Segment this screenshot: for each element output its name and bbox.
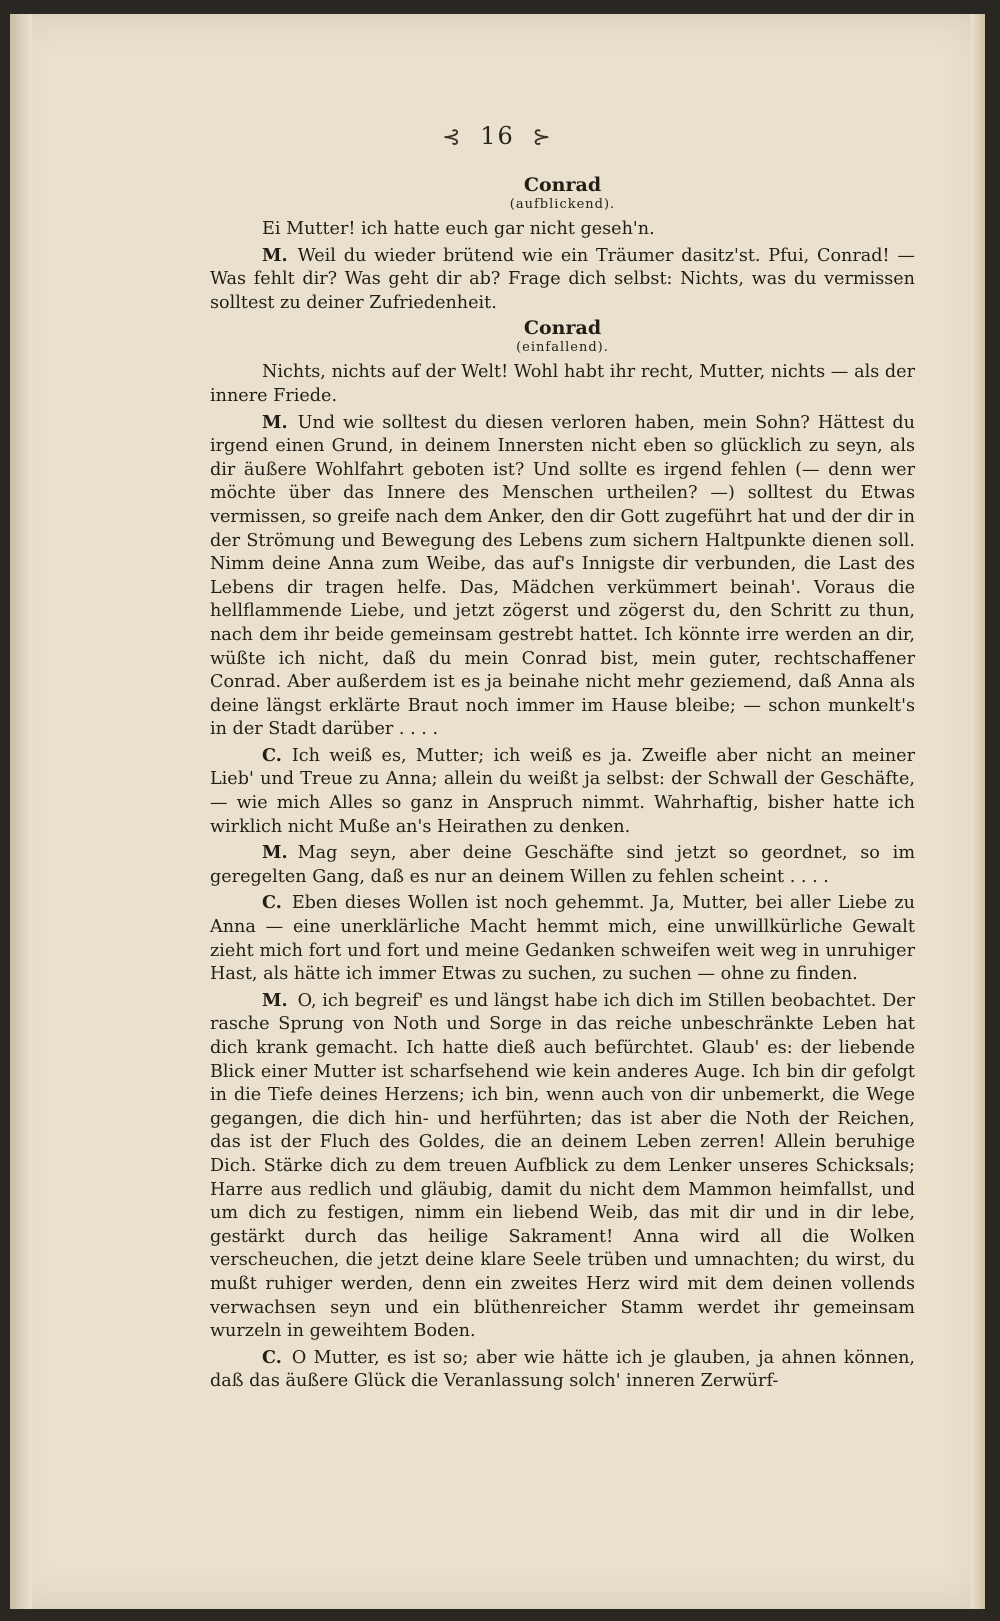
dialogue-paragraph [210,244,915,316]
dialogue-paragraph [210,891,915,986]
ornament-right-icon: ⊱ [532,125,553,150]
speaker-abbreviation: M. [262,411,288,433]
ornament-left-icon: ⊰ [442,125,463,150]
dialogue-paragraph [210,989,915,1344]
speaker-abbreviation: M. [262,842,288,864]
speaker-heading: Conrad [523,317,602,340]
stage-direction: (aufblickend). [509,197,616,212]
book-page [10,14,985,1609]
dialogue-paragraph [210,744,915,839]
speaker-abbreviation: C. [262,744,282,766]
dialogue-paragraph [210,1346,915,1394]
dialogue-paragraph [210,841,915,889]
speaker-abbreviation: M. [262,244,288,266]
dialogue-text: Ei Mutter! ich hatte euch gar nicht geseh'n. [262,219,655,239]
dialogue-paragraph [210,411,915,742]
dialogue-text: Eben dieses Wollen ist noch gehemmt. Ja, Mutter, bei aller Liebe zu Anna — eine unerklärliche Macht hemmt mich, eine unwillkürliche Gewalt zieht mich fort und fort und meine Gedanken schweifen weit weg in unruhiger Hast, als hätte ich immer Etwas zu suchen, zu suchen — ohne zu finden. [210,893,915,985]
page-spine-shadow [10,14,32,1609]
dialogue-text: O, ich begreif' es und längst habe ich dich im Stillen beobachtet. Der rasche Sprung von Noth und Sorge in das reiche unbeschränkte Leben hat dich krank gemacht. Ich hatte dieß auch befürchtet. Glaub' es: der liebende Blick einer Mutter ist scharfsehend wie kein anderes Auge. Ich bin dir gefolgt in die Tiefe deines Herzens; ich bin, wenn auch von dir unbemerkt, die Wege gegangen, die dich hin- und herführten; das ist aber die Noth der Reichen, das ist der Fluch des Goldes, die an deinem Leben zerren! Allein beruhige Dich. Stärke dich zu dem treuen Aufblick zu dem Lenker unseres Schicksals; Harre aus redlich und gläubig, damit du nicht dem Mammon heimfallst, und um dich zu festigen, nimm ein liebend Weib, das mit dir und in dir lebe, gestärkt durch das heilige Sakrament! Anna wird all die Wolken verscheuchen, die jetzt deine klare Seele trüben und umnachten; du wirst, du mußt ruhiger werden, denn ein zweites Herz wird mit dem deinen vollends verwachsen seyn und ein blüthenreicher Stamm werdet ihr gemeinsam wurzeln in geweihtem Boden. [210,990,915,1342]
page-header [10,122,985,150]
page-number: 16 [480,122,515,150]
dialogue-text: Weil du wieder brütend wie ein Träumer dasitz'st. Pfui, Conrad! — Was fehlt dir? Was geht dir ab? Frage dich selbst: Nichts, was du vermissen solltest zu deiner Zufriedenheit. [210,245,915,313]
dialogue-text: Und wie solltest du diesen verloren haben, mein Sohn? Hättest du irgend einen Grund, in deinem Innersten nicht eben so glücklich zu seyn, als dir äußere Wohlfahrt geboten ist? Und sollte es irgend fehlen (— denn wer möchte über das Innere des Menschen urtheilen? —) solltest du Etwas vermissen, so greife nach dem Anker, den dir Gott zugeführt hat und der dir in der Strömung und Bewegung des Lebens zum sichern Haltpunkte dienen soll. Nimm deine Anna zum Weibe, das auf's Innigste dir verbunden, die Last des Lebens dir tragen helfe. Das, Mädchen verkümmert beinah'. Voraus die hellflammende Liebe, und jetzt zögerst und zögerst du, den Schritt zu thun, nach dem ihr beide gemeinsam gestrebt hattet. Ich könnte irre werden an dir, wüßte ich nicht, daß du mein Conrad bist, mein guter, rechtschaffener Conrad. Aber außerdem ist es ja beinahe nicht mehr geziemend, daß Anna als deine längst erklärte Braut noch immer im Hause bleibe; — schon munkelt's in der Stadt darüber . . . . [210,412,915,740]
speaker-abbreviation: M. [262,989,288,1011]
dialogue-text: O Mutter, es ist so; aber wie hätte ich je glauben, ja ahnen können, daß das äußere Glück die Veranlassung solch' inneren Zerwürf- [210,1347,915,1392]
dialogue-text: Nichts, nichts auf der Welt! Wohl habt ihr recht, Mutter, nichts — als der innere Friede. [210,362,915,406]
stage-direction: (einfallend). [516,340,609,356]
dialogue-text: Mag seyn, aber deine Geschäfte sind jetzt so geordnet, so im geregelten Gang, daß es nur an deinem Willen zu fehlen scheint . . . . [210,843,915,887]
speaker-heading: Conrad [523,174,602,196]
page-edge-shadow [971,14,985,1609]
dialogue-text: Ich weiß es, Mutter; ich weiß es ja. Zweifle aber nicht an meiner Lieb' und Treue zu Anna; allein du weißt ja selbst: der Schwall der Geschäfte, — wie mich Alles so ganz in Anspruch nimmt. Wahrhaftig, bisher hatte ich wirklich nicht Muße an's Heirathen zu denken. [210,745,915,837]
dialogue-paragraph [210,218,915,242]
speaker-abbreviation: C. [262,1346,282,1368]
page-body-text [210,172,915,1396]
dialogue-paragraph [210,361,915,408]
speaker-abbreviation: C. [262,892,282,914]
